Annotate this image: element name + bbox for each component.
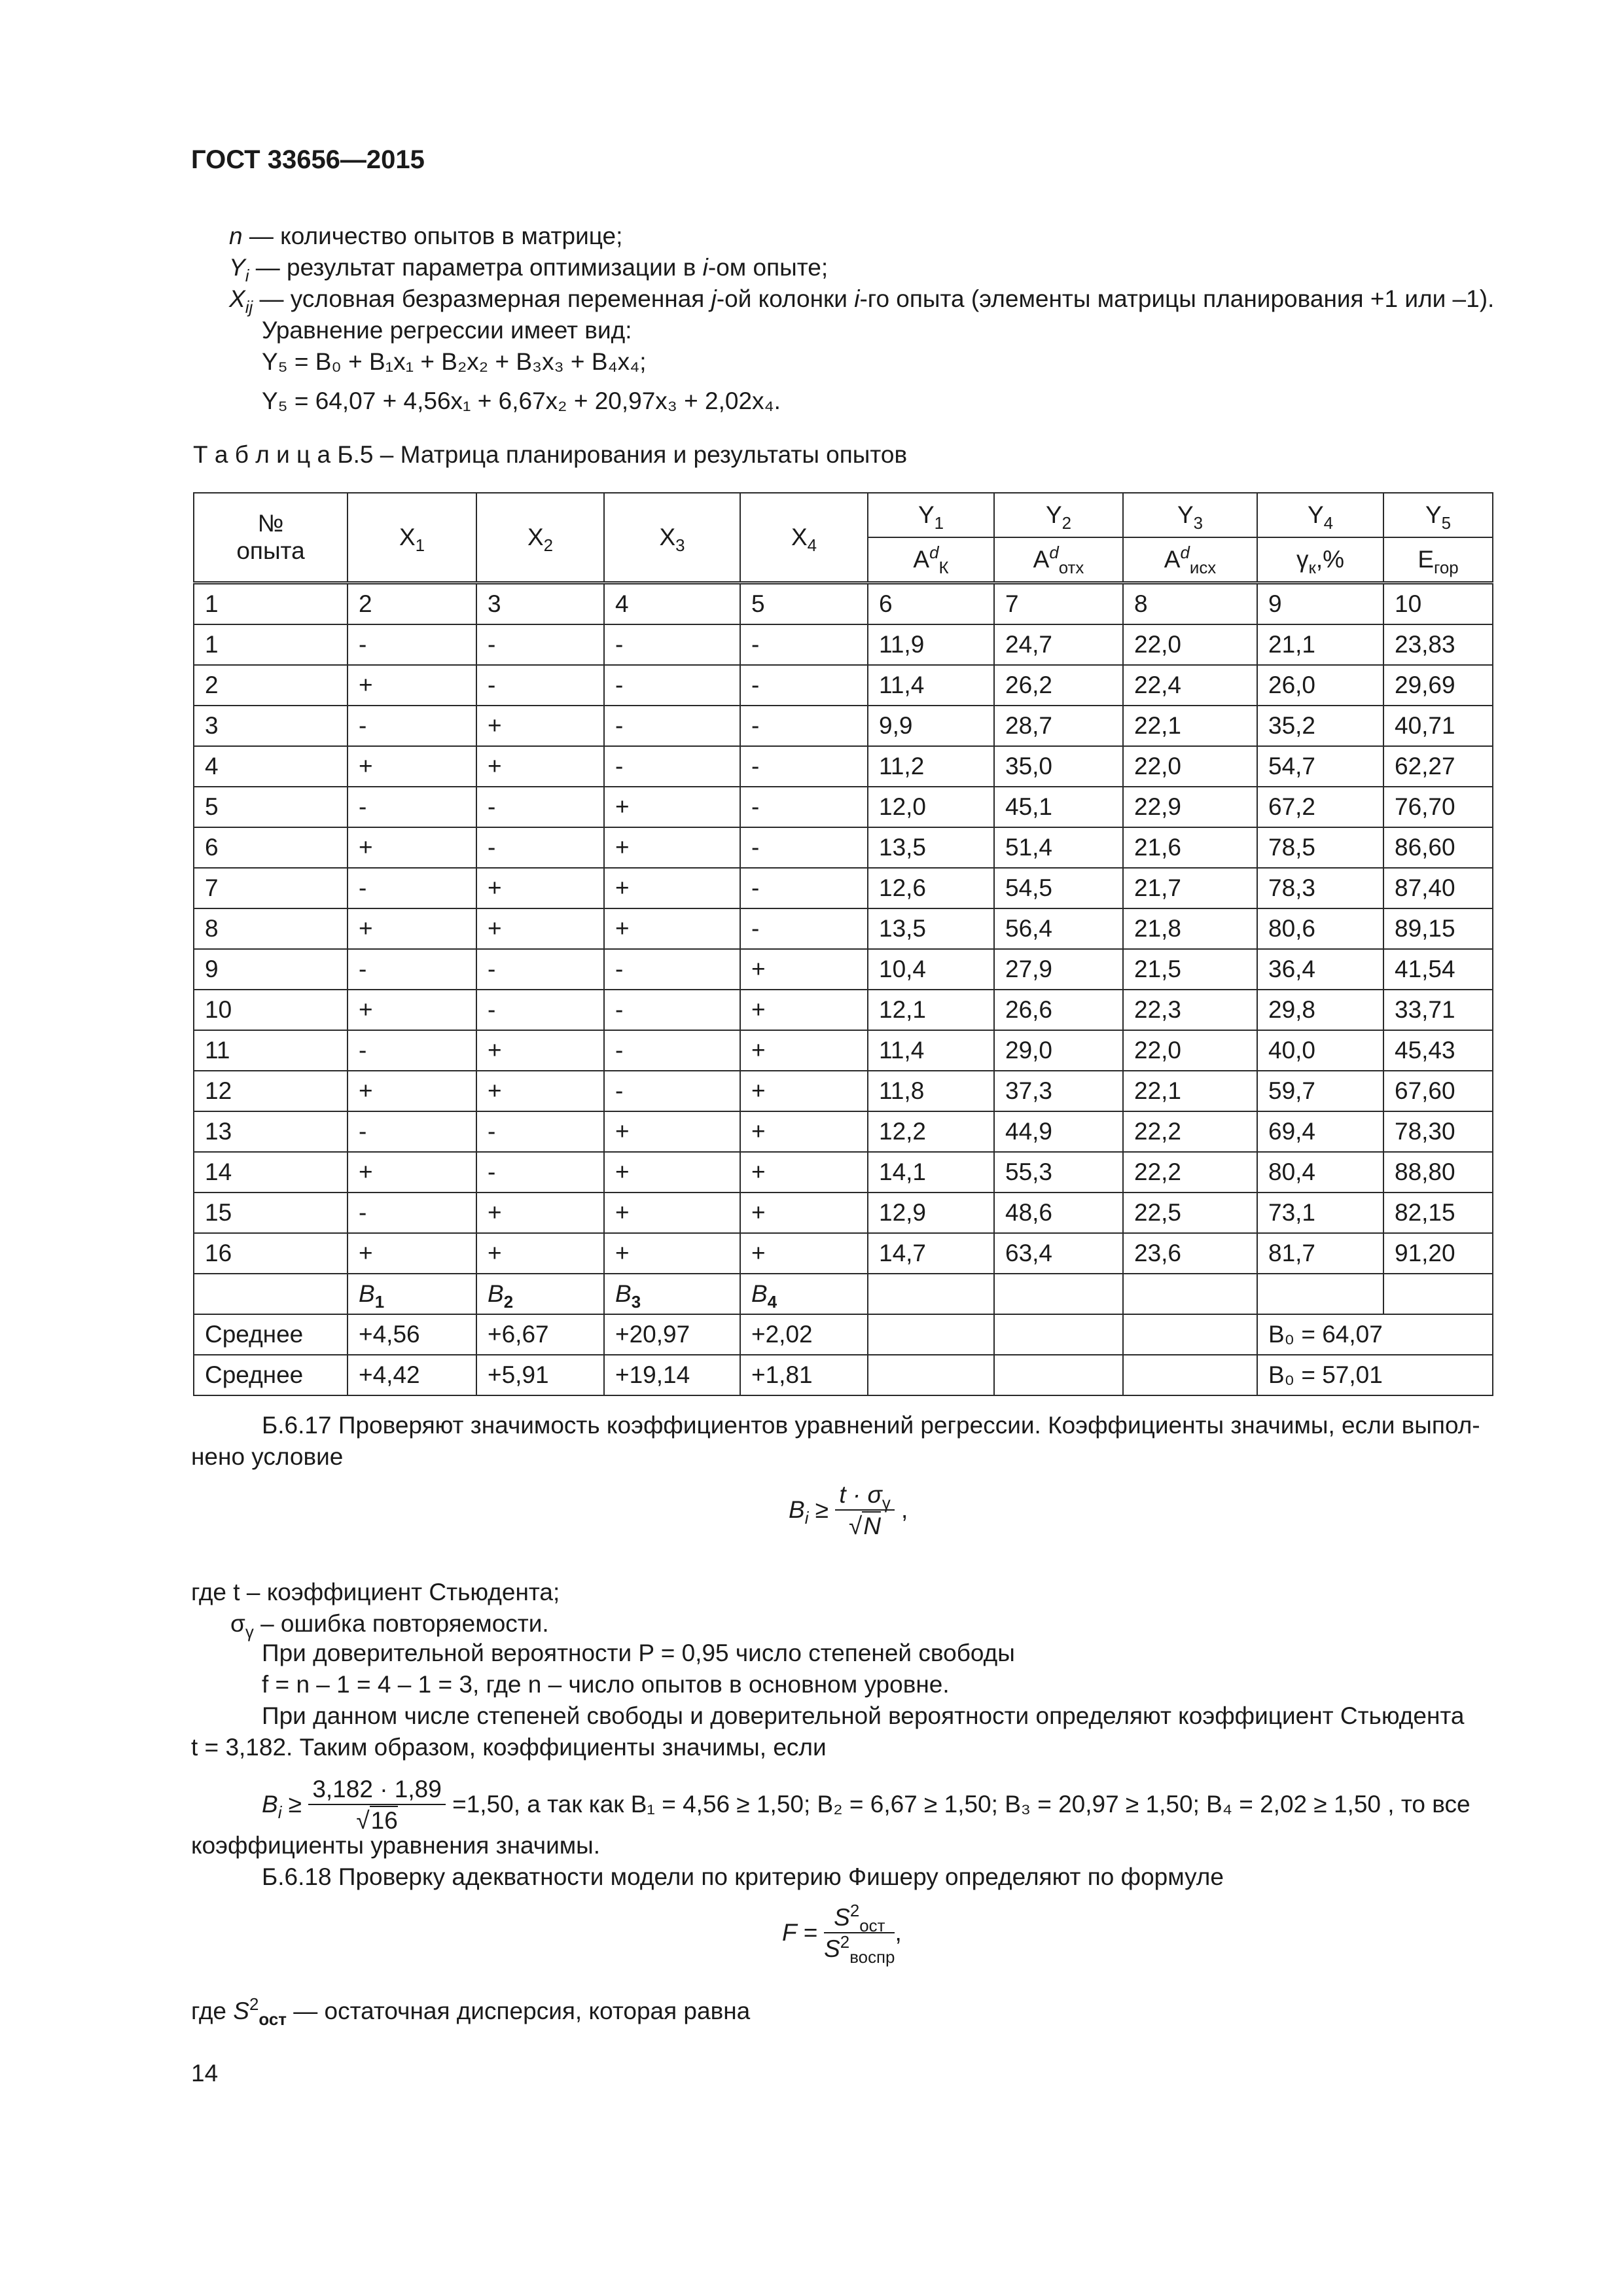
table-cell: + xyxy=(348,1152,476,1193)
yi-index: i xyxy=(702,254,708,281)
table-cell: 21,8 xyxy=(1123,908,1257,949)
regression-intro: Уравнение регрессии имеет вид: xyxy=(262,317,632,344)
table-cell: - xyxy=(348,949,476,990)
empty-cell xyxy=(994,1314,1123,1355)
table-cell: 12,0 xyxy=(868,787,994,827)
table-cell: - xyxy=(740,908,868,949)
average-value: +4,56 xyxy=(348,1314,476,1355)
table-cell: 81,7 xyxy=(1257,1233,1383,1274)
average-value: +20,97 xyxy=(604,1314,740,1355)
col-number: 10 xyxy=(1383,583,1493,625)
column-number-row xyxy=(194,583,1493,625)
header-ad-k: $A^d_К$ xyxy=(868,537,994,583)
table-caption-prefix: Т а б л и ц а xyxy=(193,441,331,468)
table-cell: - xyxy=(604,949,740,990)
table-row xyxy=(194,1071,1493,1111)
table-cell: 7 xyxy=(194,868,348,908)
table-row xyxy=(194,1233,1493,1274)
header-x4: $X_4$ xyxy=(740,493,868,583)
header-y1: $Y_1$ xyxy=(868,493,994,537)
t-definition: где t – коэффициент Стьюдента; xyxy=(191,1579,560,1605)
header-y4: $Y_4$ xyxy=(1257,493,1383,537)
table-cell: 88,80 xyxy=(1383,1152,1493,1193)
table-cell: 37,3 xyxy=(994,1071,1123,1111)
table-cell: + xyxy=(476,1193,604,1233)
table-cell: 36,4 xyxy=(1257,949,1383,990)
regression-equation-numeric: Y₅ = 64,07 + 4,56x₁ + 6,67x₂ + 20,97x₃ + 2,02x₄. xyxy=(262,387,781,414)
paragraph-student-line2: t = 3,182. Таким образом, коэффициенты значимы, если xyxy=(191,1734,827,1761)
table-cell: + xyxy=(604,1193,740,1233)
table-cell: - xyxy=(476,827,604,868)
table-cell: 40,0 xyxy=(1257,1030,1383,1071)
table-cell: 44,9 xyxy=(994,1111,1123,1152)
table-cell: 91,20 xyxy=(1383,1233,1493,1274)
paragraph-significant: коэффициенты уравнения значимы. xyxy=(191,1832,601,1859)
table-cell: 22,1 xyxy=(1123,1071,1257,1111)
definition-n xyxy=(229,221,622,251)
table-cell: 15 xyxy=(194,1193,348,1233)
table-caption xyxy=(193,440,907,470)
definition-yi xyxy=(229,253,829,286)
table-cell: - xyxy=(604,1071,740,1111)
xij-text-2: -ой колонки xyxy=(716,285,855,312)
n-symbol: n xyxy=(229,223,243,249)
table-cell: 11,4 xyxy=(868,1030,994,1071)
col-number: 2 xyxy=(348,583,476,625)
page-number: 14 xyxy=(191,2060,219,2087)
table-row xyxy=(194,990,1493,1030)
table-cell: 82,15 xyxy=(1383,1193,1493,1233)
table-cell: 45,1 xyxy=(994,787,1123,827)
table-cell: 11,4 xyxy=(868,665,994,706)
yi-text: — результат параметра оптимизации в xyxy=(249,254,703,281)
xij-j: j xyxy=(711,285,717,312)
table-cell: 12,6 xyxy=(868,868,994,908)
xij-text-3: -го опыта (элементы матрицы планирования +1 или –1). xyxy=(859,285,1495,312)
table-cell: + xyxy=(348,908,476,949)
table-cell: 26,2 xyxy=(994,665,1123,706)
table-cell: 22,5 xyxy=(1123,1193,1257,1233)
formula-fisher: F = $\frac{S^2_{ост}}{S^2_{воспр}}$ , xyxy=(782,1901,902,1967)
empty-cell xyxy=(868,1355,994,1395)
table-cell: - xyxy=(476,990,604,1030)
document-header: ГОСТ 33656—2015 xyxy=(191,145,425,174)
regression-equation-general: Y₅ = B₀ + B₁x₁ + B₂x₂ + B₃x₃ + B₄x₄; xyxy=(262,348,647,375)
table-cell: 23,83 xyxy=(1383,624,1493,665)
table-cell: 29,69 xyxy=(1383,665,1493,706)
table-cell: - xyxy=(476,624,604,665)
header-x3: $X_3$ xyxy=(604,493,740,583)
table-cell: 73,1 xyxy=(1257,1193,1383,1233)
formula-fraction: $\frac{t \cdot \sigma_\gamma}{√N}$ xyxy=(835,1480,894,1542)
table-cell: 11,9 xyxy=(868,624,994,665)
table-cell: + xyxy=(348,990,476,1030)
paragraph-b617-line1: Б.6.17 Проверяют значимость коэффициентов уравнений регрессии. Коэффициенты значимы, если выпол- xyxy=(262,1412,1480,1439)
table-cell: 24,7 xyxy=(994,624,1123,665)
table-cell: 67,60 xyxy=(1383,1071,1493,1111)
paragraph-degrees: f = n – 1 = 4 – 1 = 3, где n – число опытов в основном уровне. xyxy=(262,1671,950,1698)
table-cell: + xyxy=(740,1233,868,1274)
table-cell: + xyxy=(476,868,604,908)
header-experiment-number xyxy=(194,493,348,583)
table-cell: 14 xyxy=(194,1152,348,1193)
col-number: 1 xyxy=(194,583,348,625)
paragraph-b617-line2: нено условие xyxy=(191,1443,344,1470)
col-number: 5 xyxy=(740,583,868,625)
formula-b: B xyxy=(789,1496,805,1523)
col-number: 8 xyxy=(1123,583,1257,625)
table-cell: + xyxy=(604,1152,740,1193)
table-cell: - xyxy=(740,787,868,827)
table-cell: 22,3 xyxy=(1123,990,1257,1030)
table-cell: + xyxy=(348,746,476,787)
table-cell: 3 xyxy=(194,706,348,746)
table-cell: 59,7 xyxy=(1257,1071,1383,1111)
table-cell: - xyxy=(348,1030,476,1071)
formula-check: $B_i$ ≥ $\frac{3,182 \cdot 1,89}{√16}$ =1,50, а так как B₁ = 4,56 ≥ 1,50; B₂ = 6,67 ≥ 1,50; B₃ = 20,97 ≥ 1,50; B₄ = 2,02 ≥ 1,50 , то все xyxy=(262,1775,1471,1837)
coef-b4-label: $B_4$ xyxy=(740,1274,868,1314)
col-number: 6 xyxy=(868,583,994,625)
table-cell: 56,4 xyxy=(994,908,1123,949)
table-cell: - xyxy=(740,706,868,746)
table-cell: 22,4 xyxy=(1123,665,1257,706)
table-cell: 13 xyxy=(194,1111,348,1152)
residual-variance-definition: где $S^2_{ост}$ — остаточная дисперсия, которая равна xyxy=(191,1995,751,2030)
yi-text-end: -ом опыте; xyxy=(707,254,829,281)
average-value: +6,67 xyxy=(476,1314,604,1355)
table-cell: - xyxy=(476,665,604,706)
table-cell: 80,6 xyxy=(1257,908,1383,949)
table-cell: 23,6 xyxy=(1123,1233,1257,1274)
table-row xyxy=(194,908,1493,949)
table-cell: - xyxy=(348,1111,476,1152)
coef-b3-label: $B_3$ xyxy=(604,1274,740,1314)
table-cell: 14,7 xyxy=(868,1233,994,1274)
table-cell: + xyxy=(604,827,740,868)
table-row xyxy=(194,1030,1493,1071)
header-y2: $Y_2$ xyxy=(994,493,1123,537)
table-cell: 80,4 xyxy=(1257,1152,1383,1193)
table-cell: 10,4 xyxy=(868,949,994,990)
coef-b2-label: $B_2$ xyxy=(476,1274,604,1314)
table-cell: + xyxy=(476,706,604,746)
table-cell: 27,9 xyxy=(994,949,1123,990)
table-row xyxy=(194,868,1493,908)
empty-cell xyxy=(994,1355,1123,1395)
average-row-2 xyxy=(194,1355,1493,1395)
table-cell: 22,9 xyxy=(1123,787,1257,827)
table-cell: 62,27 xyxy=(1383,746,1493,787)
average-row-1 xyxy=(194,1314,1493,1355)
paragraph-student-line1: При данном числе степеней свободы и доверительной вероятности определяют коэффициент Стьюдента xyxy=(262,1702,1465,1729)
table-cell: 21,1 xyxy=(1257,624,1383,665)
table-cell: 11,2 xyxy=(868,746,994,787)
table-row xyxy=(194,665,1493,706)
table-row xyxy=(194,746,1493,787)
col-number: 9 xyxy=(1257,583,1383,625)
table-cell: 89,15 xyxy=(1383,908,1493,949)
average-label: Среднее xyxy=(194,1314,348,1355)
table-cell: 26,6 xyxy=(994,990,1123,1030)
table-cell: 54,7 xyxy=(1257,746,1383,787)
table-cell: - xyxy=(740,868,868,908)
table-cell: 67,2 xyxy=(1257,787,1383,827)
average-value: +4,42 xyxy=(348,1355,476,1395)
table-cell: 22,2 xyxy=(1123,1152,1257,1193)
table-cell: 76,70 xyxy=(1383,787,1493,827)
table-cell: 21,5 xyxy=(1123,949,1257,990)
table-cell: 12 xyxy=(194,1071,348,1111)
table-cell: 9,9 xyxy=(868,706,994,746)
table-cell: 63,4 xyxy=(994,1233,1123,1274)
table-cell: 4 xyxy=(194,746,348,787)
table-cell: + xyxy=(476,1233,604,1274)
header-gamma-k: $\gamma_к,\%$ xyxy=(1257,537,1383,583)
table-cell: + xyxy=(740,1152,868,1193)
yi-subscript: i xyxy=(245,267,249,286)
table-cell: 41,54 xyxy=(1383,949,1493,990)
table-cell: - xyxy=(476,949,604,990)
table-cell: 45,43 xyxy=(1383,1030,1493,1071)
empty-cell xyxy=(868,1274,994,1314)
header-ad-otx: $A^d_{отх}$ xyxy=(994,537,1123,583)
average-value: +19,14 xyxy=(604,1355,740,1395)
table-cell: - xyxy=(476,787,604,827)
table-row xyxy=(194,1152,1493,1193)
table-cell: + xyxy=(604,1111,740,1152)
b0-value: B₀ = 57,01 xyxy=(1257,1355,1493,1395)
table-cell: 78,30 xyxy=(1383,1111,1493,1152)
planning-matrix-table xyxy=(193,492,1493,1396)
table-cell: - xyxy=(604,665,740,706)
average-label: Среднее xyxy=(194,1355,348,1395)
table-cell: 13,5 xyxy=(868,908,994,949)
definition-xij xyxy=(229,284,1495,317)
table-cell: 22,0 xyxy=(1123,746,1257,787)
yi-symbol: Y xyxy=(229,254,245,281)
table-cell: 5 xyxy=(194,787,348,827)
xij-subscript: ij xyxy=(245,298,253,317)
table-cell: 10 xyxy=(194,990,348,1030)
empty-cell xyxy=(1257,1274,1383,1314)
coefficient-label-row xyxy=(194,1274,1493,1314)
header-y5: $Y_5$ xyxy=(1383,493,1493,537)
average-value: +1,81 xyxy=(740,1355,868,1395)
empty-cell xyxy=(194,1274,348,1314)
coef-b1-label: $B_1$ xyxy=(348,1274,476,1314)
formula-check-fraction: $\frac{3,182 \cdot 1,89}{√16}$ xyxy=(308,1775,445,1837)
table-cell: + xyxy=(604,908,740,949)
table-cell: 51,4 xyxy=(994,827,1123,868)
table-cell: 29,0 xyxy=(994,1030,1123,1071)
table-cell: + xyxy=(604,868,740,908)
table-cell: - xyxy=(604,624,740,665)
xij-text: — условная безразмерная переменная xyxy=(253,285,711,312)
table-row xyxy=(194,827,1493,868)
table-cell: - xyxy=(348,1193,476,1233)
table-cell: 11,8 xyxy=(868,1071,994,1111)
table-cell: 12,9 xyxy=(868,1193,994,1233)
empty-cell xyxy=(994,1274,1123,1314)
table-cell: 1 xyxy=(194,624,348,665)
header-no-symbol: № xyxy=(257,510,284,537)
table-cell: 14,1 xyxy=(868,1152,994,1193)
table-cell: + xyxy=(740,1071,868,1111)
header-no-label: опыта xyxy=(236,537,305,564)
col-number: 7 xyxy=(994,583,1123,625)
table-cell: + xyxy=(476,1030,604,1071)
table-cell: + xyxy=(476,908,604,949)
table-cell: 6 xyxy=(194,827,348,868)
average-value: +2,02 xyxy=(740,1314,868,1355)
table-cell: 78,5 xyxy=(1257,827,1383,868)
table-cell: + xyxy=(476,746,604,787)
table-cell: 86,60 xyxy=(1383,827,1493,868)
table-cell: - xyxy=(740,827,868,868)
table-cell: 33,71 xyxy=(1383,990,1493,1030)
table-cell: 16 xyxy=(194,1233,348,1274)
table-cell: - xyxy=(348,868,476,908)
table-cell: - xyxy=(604,746,740,787)
table-cell: 35,0 xyxy=(994,746,1123,787)
table-cell: + xyxy=(740,1111,868,1152)
table-cell: 22,0 xyxy=(1123,1030,1257,1071)
table-cell: 22,1 xyxy=(1123,706,1257,746)
header-x1: $X_1$ xyxy=(348,493,476,583)
table-cell: 22,0 xyxy=(1123,624,1257,665)
table-cell: + xyxy=(740,1193,868,1233)
table-cell: + xyxy=(604,787,740,827)
table-cell: - xyxy=(604,1030,740,1071)
table-cell: - xyxy=(348,624,476,665)
table-cell: 21,6 xyxy=(1123,827,1257,868)
table-cell: 8 xyxy=(194,908,348,949)
table-cell: 40,71 xyxy=(1383,706,1493,746)
table-cell: 54,5 xyxy=(994,868,1123,908)
table-cell: 69,4 xyxy=(1257,1111,1383,1152)
table-cell: 12,2 xyxy=(868,1111,994,1152)
table-cell: 13,5 xyxy=(868,827,994,868)
table-row xyxy=(194,624,1493,665)
formula-fisher-fraction: $\frac{S^2_{ост}}{S^2_{воспр}}$ xyxy=(824,1901,895,1967)
table-cell: 78,3 xyxy=(1257,868,1383,908)
table-cell: 87,40 xyxy=(1383,868,1493,908)
table-cell: 29,8 xyxy=(1257,990,1383,1030)
table-cell: - xyxy=(348,787,476,827)
empty-cell xyxy=(868,1314,994,1355)
formula-significance: $B_i$ ≥ $\frac{t \cdot \sigma_\gamma}{√N}$ , xyxy=(789,1480,908,1542)
table-cell: - xyxy=(740,624,868,665)
table-cell: - xyxy=(476,1152,604,1193)
empty-cell xyxy=(1123,1274,1257,1314)
table-cell: 35,2 xyxy=(1257,706,1383,746)
table-caption-text: Б.5 – Матрица планирования и результаты опытов xyxy=(330,441,908,468)
n-text: — количество опытов в матрице; xyxy=(242,223,623,249)
table-row xyxy=(194,706,1493,746)
table-cell: 48,6 xyxy=(994,1193,1123,1233)
table-cell: - xyxy=(348,706,476,746)
table-cell: 9 xyxy=(194,949,348,990)
col-number: 3 xyxy=(476,583,604,625)
table-cell: 28,7 xyxy=(994,706,1123,746)
table-cell: - xyxy=(604,706,740,746)
table-cell: - xyxy=(476,1111,604,1152)
table-row xyxy=(194,1111,1493,1152)
table-row xyxy=(194,787,1493,827)
header-e-gor: $E_{гор}$ xyxy=(1383,537,1493,583)
sigma-definition: $\sigma_\gamma$ – ошибка повторяемости. xyxy=(230,1610,549,1642)
empty-cell xyxy=(1123,1314,1257,1355)
empty-cell xyxy=(1383,1274,1493,1314)
table-cell: + xyxy=(348,827,476,868)
paragraph-b618: Б.6.18 Проверку адекватности модели по критерию Фишеру определяют по формуле xyxy=(262,1863,1224,1890)
table-row xyxy=(194,949,1493,990)
header-ad-isx: $A^d_{исх}$ xyxy=(1123,537,1257,583)
table-cell: + xyxy=(348,665,476,706)
table-cell: 11 xyxy=(194,1030,348,1071)
table-cell: 12,1 xyxy=(868,990,994,1030)
xij-i: i xyxy=(854,285,860,312)
header-y3: $Y_3$ xyxy=(1123,493,1257,537)
average-value: +5,91 xyxy=(476,1355,604,1395)
empty-cell xyxy=(1123,1355,1257,1395)
table-cell: + xyxy=(740,949,868,990)
paragraph-probability: При доверительной вероятности P = 0,95 число степеней свободы xyxy=(262,1640,1015,1666)
table-cell: - xyxy=(740,665,868,706)
table-cell: + xyxy=(740,1030,868,1071)
table-cell: + xyxy=(476,1071,604,1111)
table-cell: - xyxy=(740,746,868,787)
b0-value: B₀ = 64,07 xyxy=(1257,1314,1493,1355)
table-cell: + xyxy=(348,1071,476,1111)
table-cell: - xyxy=(604,990,740,1030)
col-number: 4 xyxy=(604,583,740,625)
header-x2: $X_2$ xyxy=(476,493,604,583)
table-cell: + xyxy=(604,1233,740,1274)
table-cell: 22,2 xyxy=(1123,1111,1257,1152)
table-cell: 55,3 xyxy=(994,1152,1123,1193)
table-cell: 26,0 xyxy=(1257,665,1383,706)
table-cell: + xyxy=(740,990,868,1030)
table-cell: 2 xyxy=(194,665,348,706)
xij-symbol: X xyxy=(229,285,245,312)
table-row xyxy=(194,1193,1493,1233)
table-cell: 21,7 xyxy=(1123,868,1257,908)
table-cell: + xyxy=(348,1233,476,1274)
